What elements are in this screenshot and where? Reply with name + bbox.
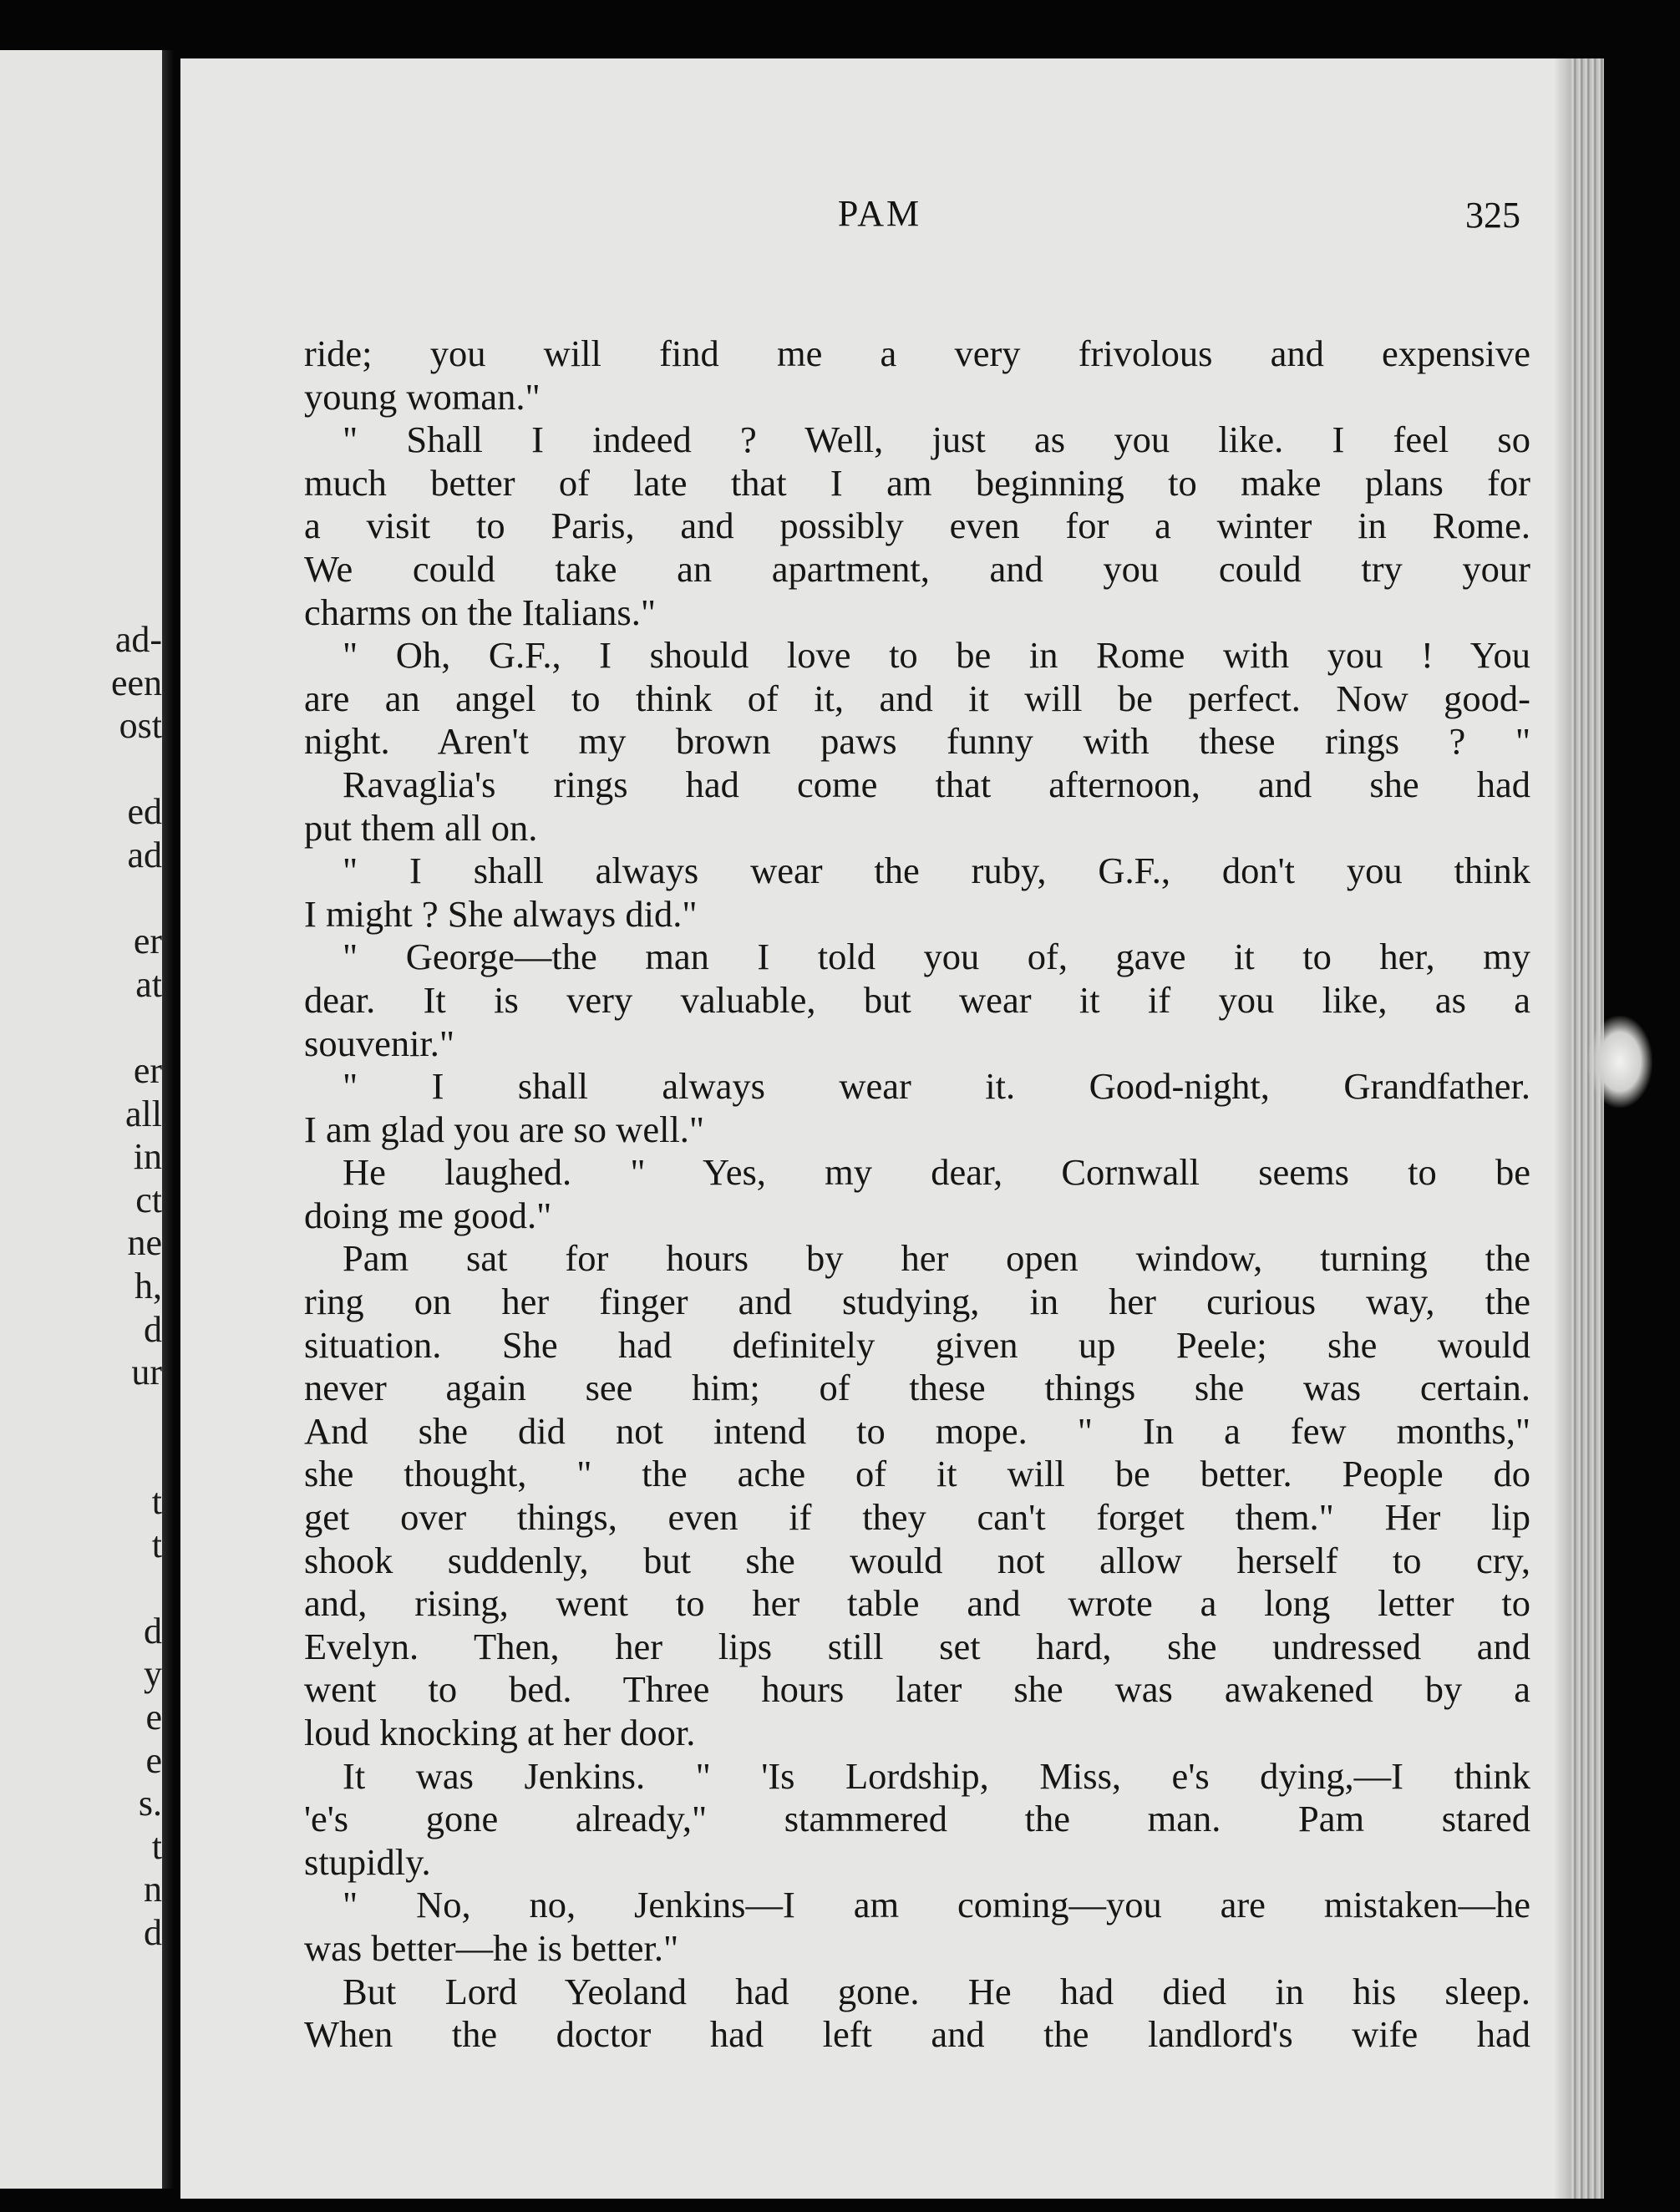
running-head bbox=[180, 192, 1579, 251]
previous-page-line-fragment: ne bbox=[127, 1222, 162, 1264]
text-line: and, rising, went to her table and wrote a long letter to bbox=[304, 1582, 1530, 1625]
text-line: young woman." bbox=[304, 375, 541, 418]
text-line: doing me good." bbox=[304, 1194, 552, 1236]
text-line: was better—he is better." bbox=[304, 1926, 679, 1969]
text-line: 'e's gone already," stammered the man. Pam stared bbox=[304, 1798, 1530, 1840]
previous-page-line-fragment: e bbox=[145, 1739, 162, 1781]
previous-page-line-fragment: at bbox=[135, 963, 162, 1005]
text-line: " Shall I indeed ? Well, just as you like. I feel so bbox=[343, 419, 1530, 461]
text-line: shook suddenly, but she would not allow herself to cry, bbox=[304, 1539, 1530, 1581]
previous-page-line-fragment: t bbox=[151, 1825, 162, 1867]
previous-page-line-fragment: ost bbox=[119, 705, 162, 747]
previous-page-line-fragment: d bbox=[144, 1912, 162, 1953]
text-line: stupidly. bbox=[304, 1840, 431, 1883]
text-line: Pam sat for hours by her open window, turning the bbox=[343, 1237, 1530, 1280]
previous-page-line-fragment: ct bbox=[135, 1179, 162, 1220]
text-line: He laughed. " Yes, my dear, Cornwall seems to be bbox=[343, 1151, 1530, 1194]
previous-page-line-fragment: ur bbox=[131, 1352, 162, 1393]
text-line: ride; you will find me a very frivolous and expensive bbox=[304, 332, 1530, 374]
text-line: night. Aren't my brown paws funny with these rings ? " bbox=[304, 720, 1530, 763]
previous-page-line-fragment: h, bbox=[135, 1266, 162, 1306]
text-line: Ravaglia's rings had come that afternoon, and she had bbox=[343, 763, 1530, 805]
previous-page-line-fragment: n bbox=[144, 1869, 162, 1910]
text-line: dear. It is very valuable, but wear it if you like, as a bbox=[304, 978, 1530, 1021]
previous-page-line-fragment: t bbox=[151, 1481, 162, 1522]
text-line: But Lord Yeoland had gone. He had died in his sleep. bbox=[343, 1970, 1530, 2012]
text-line: put them all on. bbox=[304, 806, 538, 849]
previous-page-line-fragment: ad- bbox=[114, 619, 162, 660]
text-line: " I shall always wear the ruby, G.F., don't you think bbox=[343, 850, 1530, 892]
previous-page-line-fragment: ad bbox=[127, 835, 162, 875]
paper-tear-mark bbox=[1587, 1016, 1652, 1108]
text-line: " No, no, Jenkins—I am coming—you are mistaken—he bbox=[343, 1884, 1530, 1926]
text-line: situation. She had definitely given up Peele; she would bbox=[304, 1323, 1530, 1366]
text-line: much better of late that I am beginning to make plans for bbox=[304, 461, 1530, 504]
previous-page-line-fragment: ed bbox=[127, 791, 162, 833]
previous-page-line-fragment: s. bbox=[138, 1783, 162, 1824]
previous-page-line-fragment: t bbox=[151, 1524, 162, 1565]
previous-page-line-fragment: een bbox=[110, 662, 162, 703]
text-line: We could take an apartment, and you could try your bbox=[304, 547, 1530, 590]
text-line: she thought, " the ache of it will be better. People do bbox=[304, 1453, 1530, 1495]
text-line: went to bed. Three hours later she was awakened by a bbox=[304, 1668, 1530, 1711]
text-line: It was Jenkins. " 'Is Lordship, Miss, e's dying,—I think bbox=[343, 1754, 1530, 1797]
previous-page-line-fragment: y bbox=[144, 1653, 162, 1695]
text-line: " I shall always wear it. Good-night, Grandfather. bbox=[343, 1065, 1530, 1108]
previous-page-line-fragment: er bbox=[133, 1050, 162, 1091]
text-line: " George—the man I told you of, gave it to her, my bbox=[343, 936, 1530, 978]
previous-page-line-fragment: e bbox=[145, 1697, 162, 1738]
text-line: charms on the Italians." bbox=[304, 591, 657, 633]
text-line: I am glad you are so well." bbox=[304, 1108, 705, 1150]
text-line: When the doctor had left and the landlord's wife had bbox=[304, 2013, 1530, 2056]
text-line: Evelyn. Then, her lips still set hard, she undressed and bbox=[304, 1625, 1530, 1667]
text-line: a visit to Paris, and possibly even for a winter in Rome. bbox=[304, 505, 1530, 547]
text-line: never again see him; of these things she was certain. bbox=[304, 1367, 1530, 1409]
text-line: " Oh, G.F., I should love to be in Rome with you ! You bbox=[343, 634, 1530, 677]
previous-page-fragment bbox=[0, 50, 174, 2189]
text-line: get over things, even if they can't forget them." Her lip bbox=[304, 1496, 1530, 1539]
previous-page-line-fragment: er bbox=[133, 921, 162, 962]
text-line: souvenir." bbox=[304, 1022, 455, 1064]
previous-page-line-fragment: all bbox=[125, 1093, 162, 1134]
running-title: PAM bbox=[837, 193, 922, 234]
text-line: loud knocking at her door. bbox=[304, 1712, 696, 1753]
page-edges bbox=[1571, 58, 1604, 2199]
text-line: ring on her finger and studying, in her curious way, the bbox=[304, 1281, 1530, 1323]
text-line: are an angel to think of it, and it will be perfect. Now good- bbox=[304, 677, 1530, 719]
text-line: And she did not intend to mope. " In a few months," bbox=[304, 1409, 1530, 1452]
book-page bbox=[180, 58, 1579, 2199]
page-number: 325 bbox=[1465, 195, 1520, 236]
previous-page-line-fragment: d bbox=[144, 1610, 162, 1651]
book-gutter bbox=[162, 50, 174, 2189]
text-line: I might ? She always did." bbox=[304, 892, 698, 935]
body-text bbox=[304, 332, 1530, 2057]
previous-page-line-fragment: in bbox=[133, 1136, 162, 1178]
previous-page-line-fragment: d bbox=[144, 1308, 162, 1350]
